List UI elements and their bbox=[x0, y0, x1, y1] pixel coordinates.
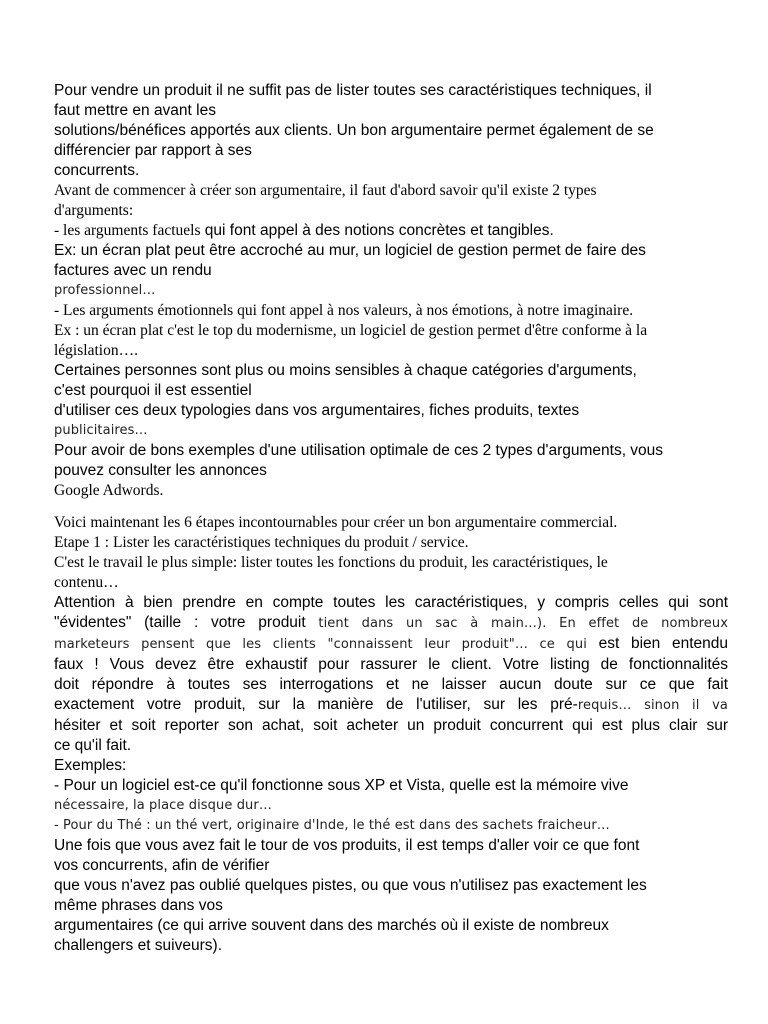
text-line: challengers et suiveurs). bbox=[54, 937, 222, 954]
text-line: nécessaire, la place disque dur… bbox=[54, 798, 272, 813]
text-line: Voici maintenant les 6 étapes incontournables pour créer un bon argumentaire commercial. bbox=[54, 514, 618, 531]
text-span: - les arguments factuels bbox=[54, 222, 201, 239]
text-line: hésiter et soit reporter son achat, soit acheter un produit concurrent qui est plus clair sur bbox=[54, 717, 728, 734]
text-line: différencier par rapport à ses bbox=[54, 142, 252, 159]
text-span: est bien entendu bbox=[586, 635, 728, 652]
text-line: - Les arguments émotionnels qui font appel à nos valeurs, à nos émotions, à notre imaginaire. bbox=[54, 302, 634, 319]
text-line bbox=[54, 695, 728, 716]
text-line: contenu… bbox=[54, 574, 119, 591]
text-line: ce qu'il fait. bbox=[54, 737, 132, 754]
text-line: que vous n'avez pas oublié quelques pistes, ou que vous n'utilisez pas exactement les bbox=[54, 877, 647, 894]
text-line: C'est le travail le plus simple: lister toutes les fonctions du produit, les caractéristiques, le bbox=[54, 554, 608, 571]
text-line: pouvez consulter les annonces bbox=[54, 462, 267, 479]
text-span: "évidentes" (taille : votre produit bbox=[54, 614, 306, 631]
text-line: Etape 1 : Lister les caractéristiques techniques du produit / service. bbox=[54, 534, 469, 551]
text-line: Google Adwords. bbox=[54, 482, 164, 499]
text-line: c'est pourquoi il est essentiel bbox=[54, 382, 252, 399]
text-line: doit répondre à toutes ses interrogations et ne laisser aucun doute sur ce que fait bbox=[54, 676, 728, 693]
text-line: argumentaires (ce qui arrive souvent dans des marchés où il existe de nombreux bbox=[54, 917, 609, 934]
text-line: faut mettre en avant les bbox=[54, 102, 216, 119]
text-line bbox=[54, 613, 728, 634]
text-line: Ex : un écran plat c'est le top du modernisme, un logiciel de gestion permet d'être conforme à la bbox=[54, 322, 648, 339]
text-line: Pour avoir de bons exemples d'une utilisation optimale de ces 2 types d'arguments, vous bbox=[54, 442, 664, 459]
text-line: factures avec un rendu bbox=[54, 262, 212, 279]
text-span: marketeurs pensent que les clients "connaissent leur produit"… ce qui bbox=[54, 637, 587, 652]
text-line: publicitaires… bbox=[54, 423, 148, 438]
text-span: exactement votre produit, sur la manière de l'utiliser, sur les pré- bbox=[54, 696, 578, 713]
text-line: Pour vendre un produit il ne suffit pas de lister toutes ses caractéristiques techniques, il bbox=[54, 82, 652, 99]
text-line: Une fois que vous avez fait le tour de vos produits, il est temps d'aller voir ce que font bbox=[54, 837, 640, 854]
text-line: d'utiliser ces deux typologies dans vos argumentaires, fiches produits, textes bbox=[54, 402, 580, 419]
text-line: - Pour un logiciel est-ce qu'il fonctionne sous XP et Vista, quelle est la mémoire vive bbox=[54, 777, 629, 794]
text-line: Exemples: bbox=[54, 757, 127, 774]
text-line bbox=[54, 634, 728, 655]
text-line: concurrents. bbox=[54, 162, 140, 179]
text-line: Ex: un écran plat peut être accroché au mur, un logiciel de gestion permet de faire des bbox=[54, 242, 646, 259]
text-line: d'arguments: bbox=[54, 202, 134, 219]
text-line: Certaines personnes sont plus ou moins sensibles à chaque catégories d'arguments, bbox=[54, 362, 637, 379]
text-span: requis… sinon il va bbox=[577, 698, 728, 713]
text-line: professionnel… bbox=[54, 283, 156, 298]
text-span: tient dans un sac à main…). En effet de nombreux bbox=[305, 616, 729, 631]
text-line: même phrases dans vos bbox=[54, 897, 223, 914]
text-line bbox=[54, 221, 728, 241]
text-line: législation…. bbox=[54, 342, 138, 359]
text-line: Avant de commencer à créer son argumentaire, il faut d'abord savoir qu'il existe 2 types bbox=[54, 182, 597, 199]
text-line: Attention à bien prendre en compte toutes les caractéristiques, y compris celles qui sont bbox=[54, 594, 728, 611]
paragraph-gap bbox=[54, 501, 728, 513]
text-line: solutions/bénéfices apportés aux clients. Un bon argumentaire permet également de se bbox=[54, 122, 654, 139]
text-line: faux ! Vous devez être exhaustif pour rassurer le client. Votre listing de fonctionnalités bbox=[54, 656, 728, 673]
text-line: vos concurrents, afin de vérifier bbox=[54, 857, 270, 874]
text-span: qui font appel à des notions concrètes et tangibles. bbox=[200, 222, 554, 239]
text-line: - Pour du Thé : un thé vert, originaire d'Inde, le thé est dans des sachets fraicheur… bbox=[54, 818, 610, 833]
